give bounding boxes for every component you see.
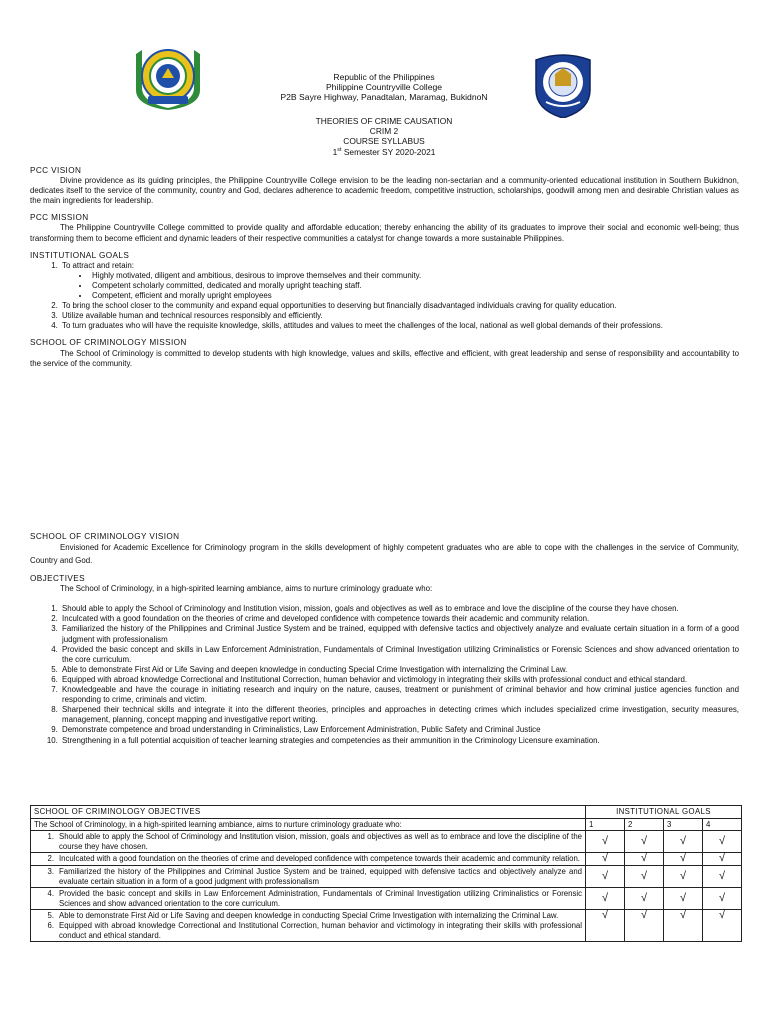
bullet-item: • Competent, efficient and morally upright employees [90, 291, 739, 301]
check-cell: √ [703, 831, 742, 853]
objective-cell [31, 853, 586, 866]
objectives-section [30, 574, 739, 746]
section-heading: OBJECTIVES [30, 574, 85, 584]
list-item: 6. Equipped with abroad knowledge Correctional and Institutional Correction, human behavior and victimology in integrating their skills with professional conduct and ethical standard. [60, 675, 739, 685]
goal-number: 2 [625, 818, 664, 831]
section-text: The School of Criminology is committed to develop students with high knowledge, values and skills, effective and efficient, with great leadership and sense of responsibility and accountability to the service of the community. [30, 348, 739, 368]
section-heading: SCHOOL OF CRIMINOLOGY VISION [30, 532, 180, 541]
document-header [0, 72, 768, 103]
list-item: 2. To bring the school closer to the community and expand equal opportunities to deserving but financially disadvantaged individuals craving for quality education. [60, 301, 739, 311]
course-title-block [0, 116, 768, 157]
section-heading: PCC VISION [30, 166, 82, 175]
college-address: P2B Sayre Highway, Panadtalan, Maramag, BukidnoN [280, 92, 488, 103]
course-code: CRIM 2 [369, 126, 399, 137]
pcc-vision-section [30, 166, 739, 206]
table-intro-row [31, 818, 742, 831]
list-item: 5. Able to demonstrate First Aid or Life Saving and deepen knowledge in conducting Special Crime Investigation with internalizing the Criminal Law. [60, 665, 739, 675]
row-number: 3. [47, 866, 54, 876]
row-text: Inculcated with a good foundation on the theories of crime and developed confidence with competence towards their academic and community relation. [59, 854, 580, 864]
list-item: 3. Familiarized the history of the Philippines and Criminal Justice System and be trained, equipped with defensive tactics and objectively analyze and evaluate certain situation in a form of a good judgment with professionalism [60, 624, 739, 644]
objective-cell [31, 831, 586, 853]
semester-line [0, 147, 768, 157]
objectives-goals-matrix [30, 805, 742, 942]
semester-number: 1 [332, 146, 338, 157]
check-cell: √ [586, 831, 625, 853]
row-number: 4. [47, 889, 54, 899]
goal-number: 3 [664, 818, 703, 831]
check-cell: √ [586, 853, 625, 866]
bullet-item: • Competent scholarly committed, dedicated and morally upright teaching staff. [90, 281, 739, 291]
goal-text: To attract and retain: [62, 260, 134, 270]
goal-number: 1 [586, 818, 625, 831]
section-heading: INSTITUTIONAL GOALS [30, 250, 130, 260]
check-cell: √ [664, 888, 703, 910]
check-cell: √ [586, 865, 625, 887]
lower-content [30, 532, 739, 753]
list-item: 4. To turn graduates who will have the requisite knowledge, skills, attitudes and values to meet the challenges of the local, national as well global demands of their professions. [60, 321, 739, 331]
country-line: Republic of the Philippines [333, 72, 435, 82]
bullet-item: • Highly motivated, diligent and ambitious, desirous to improve themselves and their community. [90, 271, 739, 281]
list-item: 10. Strengthening in a full potential acquisition of teacher learning strategies and competencies as their ammunition in the Criminology Licensure examination. [60, 736, 739, 746]
row-number: 6. [47, 920, 54, 930]
section-heading: PCC MISSION [30, 213, 89, 223]
row-text: Provided the basic concept and skills in Law Enforcement Administration, Fundamentals of Criminal Investigation utilizing Criminalistics or Forensic Sciences and show advanced orientation to the core curriculum. [59, 889, 582, 908]
objective-cell [31, 865, 586, 887]
row-number: 1. [47, 832, 54, 842]
check-cell: √ [664, 910, 703, 942]
goal-number: 4 [703, 818, 742, 831]
check-cell: √ [664, 865, 703, 887]
table-row [31, 865, 742, 887]
pcc-mission-section [30, 213, 739, 243]
table-row [31, 910, 742, 942]
list-item: 2. Inculcated with a good foundation on the theories of crime and developed confidence with competence towards their academic and community relation. [60, 614, 739, 624]
check-cell: √ [625, 853, 664, 866]
check-cell: √ [586, 888, 625, 910]
list-item: 8. Sharpened their technical skills and integrate it into the different theories, principles and approaches in detecting crimes which includes specialized crime investigation, security measures, management, planning, concept mapping and investigative report writing. [60, 705, 739, 725]
crim-vision-section [30, 532, 739, 567]
institutional-goals-section [30, 251, 739, 332]
objectives-intro: The School of Criminology, in a high-spirited learning ambiance, aims to nurture criminology graduate who: [60, 584, 433, 594]
list-item: 1. Should able to apply the School of Criminology and Institution vision, mission, goals and objectives as well as to embrace and love the discipline of the course they have chosen. [60, 604, 739, 614]
check-cell: √ [703, 865, 742, 887]
check-cell: √ [586, 910, 625, 942]
objective-cell [31, 888, 586, 910]
row-number: 5. [47, 911, 54, 921]
document-type: COURSE SYLLABUS [343, 136, 425, 147]
section-text: The Philippine Countryville College committed to provide quality and affordable education; thereby enhancing the ability of its graduates to improve their social and economic well-being; thus transforming them to become efficient and dynamic leaders of their respective communities a catalyst for change towards a more sustainable Philippines. [30, 223, 739, 243]
college-name: Philippine Countryville College [325, 82, 443, 93]
section-text: Divine providence as its guiding principles, the Philippine Countryville College envision to be the leading non-sectarian and a community-oriented educational institution in Southern Bukidnon, dedicates itself to the service of the community, country and God, declares adherence to academic freedom, competitive instruction, scholarships, goodwill among men and desirable Christian values as the main ingredients for leadership. [30, 176, 739, 206]
row-text: Familiarized the history of the Philippines and Criminal Justice System and be trained, equipped with defensive tactics and objectively analyze and evaluate certain situation in a form of a good judgment with professionalism [59, 866, 582, 886]
check-cell: √ [703, 910, 742, 942]
table-row [31, 853, 742, 866]
table-row [31, 831, 742, 853]
goals-column-header: INSTITUTIONAL GOALS [586, 806, 742, 819]
check-cell: √ [664, 831, 703, 853]
course-title: THEORIES OF CRIME CAUSATION [315, 116, 453, 126]
table-header-row [31, 806, 742, 819]
check-cell: √ [664, 853, 703, 866]
upper-content [30, 166, 739, 376]
check-cell: √ [625, 831, 664, 853]
list-item: 9. Demonstrate competence and broad understanding in Criminalistics, Law Enforcement Administration, Public Safety and Criminal Justice [60, 725, 739, 735]
check-cell: √ [625, 910, 664, 942]
check-cell: √ [703, 888, 742, 910]
objective-cell [31, 910, 586, 942]
crim-mission-section [30, 338, 739, 368]
goal-bullets [62, 271, 739, 301]
row-text: Equipped with abroad knowledge Correctional and Institutional Correction, human behavior and victimology in integrating their skills with professional conduct and ethical standard. [59, 920, 582, 940]
row-text: Should able to apply the School of Criminology and Institution vision, mission, goals and objectives as well as to embrace and love the discipline of the course they have chosen. [59, 832, 582, 851]
objectives-list [30, 604, 739, 745]
list-item [60, 261, 739, 301]
section-text: Envisioned for Academic Excellence for Criminology program in the skills development of highly competent graduates who are able to cope with the challenges in the service of Community, Country and God. [30, 543, 739, 565]
goals-list [30, 261, 739, 332]
matrix-intro: The School of Criminology, in a high-spirited learning ambiance, aims to nurture criminology graduate who: [31, 818, 586, 831]
row-text: Able to demonstrate First Aid or Life Saving and deepen knowledge in conducting Special Crime Investigation with internalizing the Criminal Law. [59, 911, 559, 921]
semester-text: Semester SY 2020-2021 [341, 146, 436, 157]
check-cell: √ [625, 888, 664, 910]
table-row [31, 888, 742, 910]
row-number: 2. [47, 854, 54, 864]
list-item: 4. Provided the basic concept and skills in Law Enforcement Administration, Fundamentals of Criminal Investigation utilizing Criminalistics or Forensic Sciences and show advanced orientation to the core curriculum. [60, 645, 739, 665]
objectives-column-header: SCHOOL OF CRIMINOLOGY OBJECTIVES [31, 806, 586, 819]
section-heading: SCHOOL OF CRIMINOLOGY MISSION [30, 338, 187, 348]
list-item: 3. Utilize available human and technical resources responsibly and efficiently. [60, 311, 739, 321]
semester-suffix: st [337, 146, 342, 153]
check-cell: √ [625, 865, 664, 887]
list-item: 7. Knowledgeable and have the courage in initiating research and inquiry on the nature, causes, treatment or punishment of criminal behavior and how criminal justice agencies function and responding to crime, criminals and victim. [60, 685, 739, 705]
check-cell: √ [703, 853, 742, 866]
